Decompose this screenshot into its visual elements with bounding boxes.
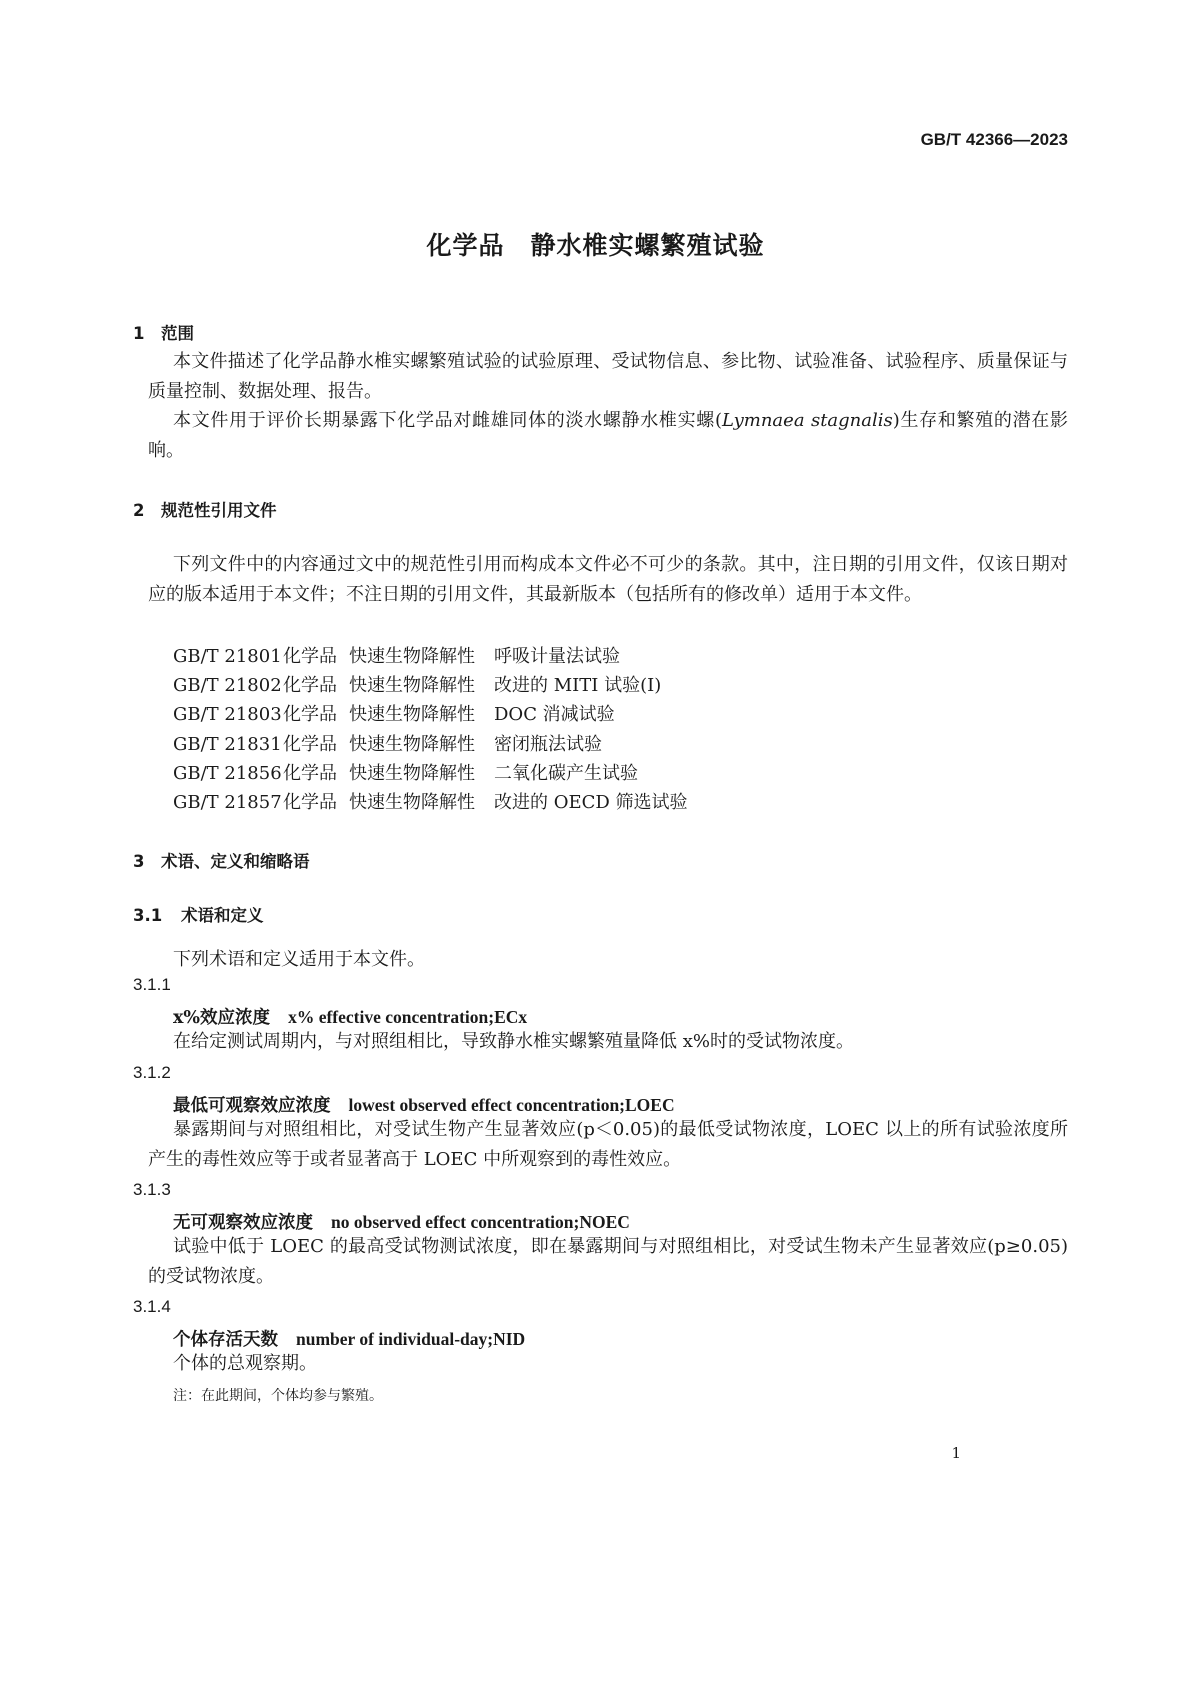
term-number: 3.1.3 — [133, 1180, 171, 1199]
reference-item — [173, 671, 661, 697]
reference-title-part3: 改进的 MITI 试验(Ⅰ) — [494, 675, 662, 697]
subsection-heading — [133, 902, 264, 926]
page-number: 1 — [951, 1444, 961, 1462]
reference-code: GB/T 21802 — [173, 675, 282, 697]
paragraph — [148, 406, 1068, 466]
reference-title-part1: 化学品 — [283, 646, 337, 667]
term-heading — [173, 1209, 630, 1234]
reference-title-part2: 快速生物降解性 — [349, 704, 475, 726]
term-en: number of individual-day;NID — [296, 1329, 526, 1349]
text: 本文件用于评价长期暴露下化学品对雌雄同体的淡水螺静水椎实螺( — [173, 410, 722, 431]
reference-title-part1: 化学品 — [283, 675, 337, 697]
section-title: 规范性引用文件 — [161, 501, 277, 520]
reference-title-part3: DOC 消减试验 — [494, 704, 615, 726]
reference-code: GB/T 21801 — [173, 646, 282, 667]
term-en: no observed effect concentration;NOEC — [331, 1212, 630, 1232]
paragraph: 下列术语和定义适用于本文件。 — [173, 949, 425, 970]
term-en: lowest observed effect concentration;LOEC — [348, 1095, 675, 1115]
reference-item — [173, 730, 602, 756]
page-title: 化学品 静水椎实螺繁殖试验 — [426, 231, 765, 260]
reference-title-part1: 化学品 — [283, 733, 337, 755]
section-number: 3 — [133, 852, 145, 871]
reference-title-part3: 二氧化碳产生试验 — [494, 762, 638, 784]
term-heading — [173, 1092, 675, 1117]
document-number: GB/T 42366—2023 — [920, 130, 1068, 149]
term-definition: 试验中低于 LOEC 的最高受试物测试浓度，即在暴露期间与对照组相比，对受试生物未产生显著效应(p≥0.05)的受试物浓度。 — [148, 1236, 1068, 1287]
paragraph: 下列文件中的内容通过文中的规范性引用而构成本文件必不可少的条款。其中，注日期的引用文件，仅该日期对应的版本适用于本文件；不注日期的引用文件，其最新版本（包括所有的修改单）适用于本文件。 — [148, 554, 1068, 605]
section-title: 术语和定义 — [181, 906, 264, 925]
section-title: 术语、定义和缩略语 — [161, 852, 310, 871]
species-name: Lymnaea stagnalis — [721, 410, 893, 431]
reference-item — [173, 788, 688, 814]
reference-title-part1: 化学品 — [283, 704, 337, 726]
term-zh: 无可观察效应浓度 — [173, 1213, 313, 1233]
reference-title-part2: 快速生物降解性 — [349, 733, 475, 755]
reference-title-part2: 快速生物降解性 — [349, 792, 475, 813]
reference-title-part2: 快速生物降解性 — [349, 646, 475, 667]
reference-code: GB/T 21803 — [173, 704, 282, 726]
section-number: 2 — [133, 501, 145, 520]
section-number: 1 — [133, 324, 145, 343]
reference-title-part2: 快速生物降解性 — [349, 675, 475, 697]
term-definition: 在给定测试周期内，与对照组相比，导致静水椎实螺繁殖量降低 x%时的受试物浓度。 — [173, 1031, 854, 1052]
term-number: 3.1.4 — [133, 1297, 171, 1316]
reference-title-part3: 呼吸计量法试验 — [494, 646, 620, 667]
section-heading-2 — [133, 497, 277, 521]
term-number: 3.1.2 — [133, 1063, 171, 1082]
term-en: x% effective concentration;ECx — [288, 1007, 528, 1027]
section-heading-1 — [133, 320, 194, 344]
note: 注：在此期间，个体均参与繁殖。 — [173, 1388, 383, 1404]
term-zh: 个体存活天数 — [173, 1330, 278, 1350]
reference-item — [173, 759, 638, 785]
term-definition: 个体的总观察期。 — [173, 1353, 317, 1374]
reference-title-part1: 化学品 — [283, 762, 337, 784]
paragraph: 本文件描述了化学品静水椎实螺繁殖试验的试验原理、受试物信息、参比物、试验准备、试验程序、质量保证与质量控制、数据处理、报告。 — [148, 351, 1068, 402]
reference-code: GB/T 21857 — [173, 792, 282, 813]
reference-code: GB/T 21831 — [173, 733, 282, 755]
section-number: 3.1 — [133, 906, 163, 925]
term-zh: x%效应浓度 — [173, 1008, 271, 1028]
reference-title-part3: 密闭瓶法试验 — [494, 733, 602, 755]
reference-title-part3: 改进的 OECD 筛选试验 — [494, 792, 688, 813]
section-title: 范围 — [161, 324, 194, 343]
section-heading-3 — [133, 848, 310, 872]
reference-code: GB/T 21856 — [173, 762, 282, 784]
text: )生存和繁殖的潜在影响。 — [148, 410, 1068, 461]
reference-title-part2: 快速生物降解性 — [349, 762, 475, 784]
reference-title-part1: 化学品 — [283, 792, 337, 813]
term-definition: 暴露期间与对照组相比，对受试生物产生显著效应(p＜0.05)的最低受试物浓度，LOEC 以上的所有试验浓度所产生的毒性效应等于或者显著高于 LOEC 中所观察到的毒性效应。 — [148, 1119, 1068, 1170]
reference-item — [173, 700, 615, 726]
reference-item — [173, 642, 620, 668]
term-heading — [173, 1004, 527, 1029]
term-number: 3.1.1 — [133, 975, 171, 994]
term-zh: 最低可观察效应浓度 — [173, 1096, 331, 1116]
term-heading — [173, 1326, 525, 1351]
